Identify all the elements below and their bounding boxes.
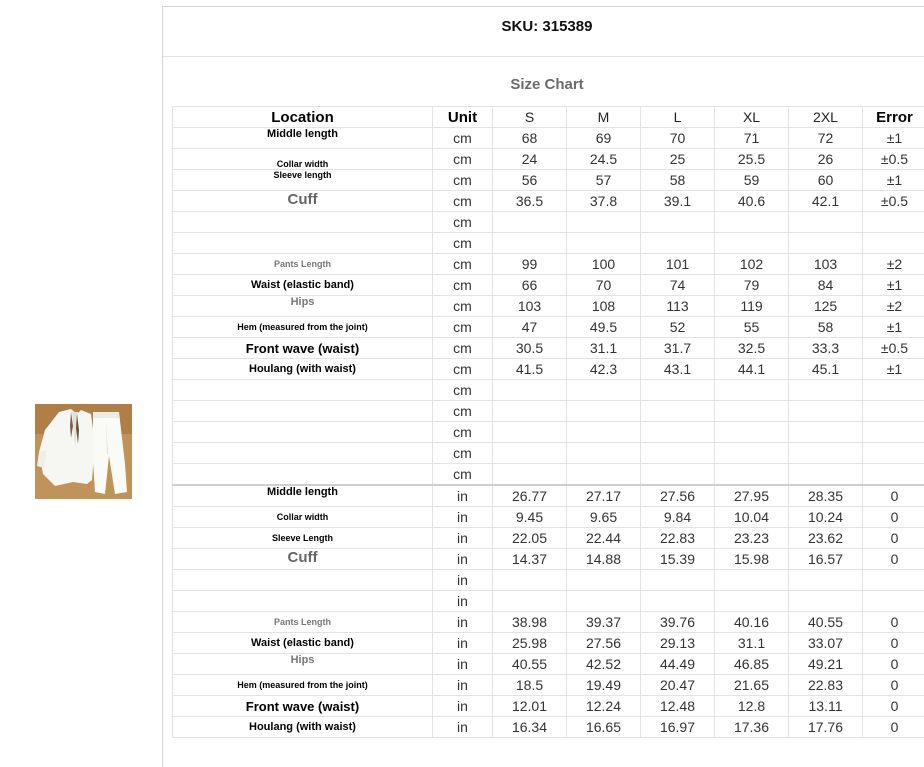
size-xl-cell: 10.04 <box>715 507 789 528</box>
size-2xl-cell: 33.07 <box>789 633 863 654</box>
size-xl-cell <box>715 212 789 233</box>
size-2xl-cell <box>789 212 863 233</box>
size-xl-cell: 15.98 <box>715 549 789 570</box>
error-cell: 0 <box>863 612 924 633</box>
size-l-cell: 25 <box>641 149 715 170</box>
size-s-cell: 14.37 <box>493 549 567 570</box>
table-row <box>173 296 924 317</box>
error-cell <box>863 570 924 591</box>
size-2xl-cell: 58 <box>789 317 863 338</box>
location-cell: Waist (elastic band) <box>173 275 433 296</box>
error-cell: ±1 <box>863 317 924 338</box>
size-s-cell: 40.55 <box>493 654 567 675</box>
size-l-cell: 31.7 <box>641 338 715 359</box>
size-s-cell: 9.45 <box>493 507 567 528</box>
size-s-cell: 38.98 <box>493 612 567 633</box>
location-cell: Sleeve length <box>173 170 433 191</box>
size-l-cell <box>641 570 715 591</box>
table-row <box>173 359 924 380</box>
table-row <box>173 675 924 696</box>
size-l-cell: 9.84 <box>641 507 715 528</box>
size-s-cell <box>493 464 567 486</box>
size-s-cell <box>493 212 567 233</box>
unit-cell: in <box>433 570 493 591</box>
size-m-cell: 12.24 <box>567 696 641 717</box>
header-size-xl: XL <box>715 107 789 128</box>
unit-cell: cm <box>433 359 493 380</box>
header-size-l: L <box>641 107 715 128</box>
size-m-cell <box>567 591 641 612</box>
location-cell: Front wave (waist) <box>173 338 433 359</box>
size-s-cell: 16.34 <box>493 717 567 738</box>
location-cell: Collar width <box>173 507 433 528</box>
size-2xl-cell: 16.57 <box>789 549 863 570</box>
size-xl-cell <box>715 570 789 591</box>
size-xl-cell <box>715 380 789 401</box>
table-row <box>173 549 924 570</box>
unit-cell: cm <box>433 212 493 233</box>
size-2xl-cell: 49.21 <box>789 654 863 675</box>
size-xl-cell: 21.65 <box>715 675 789 696</box>
size-s-cell: 36.5 <box>493 191 567 212</box>
table-row <box>173 717 924 738</box>
size-s-cell: 47 <box>493 317 567 338</box>
size-m-cell <box>567 464 641 486</box>
size-l-cell <box>641 422 715 443</box>
size-xl-cell: 46.85 <box>715 654 789 675</box>
error-cell: 0 <box>863 549 924 570</box>
unit-cell: cm <box>433 191 493 212</box>
table-row <box>173 317 924 338</box>
unit-cell: cm <box>433 275 493 296</box>
size-xl-cell: 17.36 <box>715 717 789 738</box>
unit-cell: cm <box>433 170 493 191</box>
location-cell: Houlang (with waist) <box>173 717 433 738</box>
size-s-cell: 26.77 <box>493 485 567 507</box>
header-size-2xl: 2XL <box>789 107 863 128</box>
location-cell: Middle length <box>173 485 433 507</box>
size-2xl-cell: 45.1 <box>789 359 863 380</box>
location-cell <box>173 380 433 401</box>
size-s-cell: 30.5 <box>493 338 567 359</box>
unit-cell: in <box>433 675 493 696</box>
unit-cell: in <box>433 717 493 738</box>
error-cell <box>863 591 924 612</box>
table-row <box>173 485 924 507</box>
size-2xl-cell <box>789 591 863 612</box>
error-cell: 0 <box>863 528 924 549</box>
size-xl-cell <box>715 464 789 486</box>
size-l-cell: 101 <box>641 254 715 275</box>
size-2xl-cell: 72 <box>789 128 863 149</box>
size-2xl-cell: 33.3 <box>789 338 863 359</box>
location-cell: Pants Length <box>173 612 433 633</box>
size-l-cell: 16.97 <box>641 717 715 738</box>
size-2xl-cell: 125 <box>789 296 863 317</box>
size-xl-cell: 23.23 <box>715 528 789 549</box>
location-cell: Front wave (waist) <box>173 696 433 717</box>
size-chart-table <box>172 106 924 738</box>
size-m-cell <box>567 570 641 591</box>
size-m-cell <box>567 401 641 422</box>
size-l-cell: 39.76 <box>641 612 715 633</box>
error-cell: ±0.5 <box>863 338 924 359</box>
unit-cell: in <box>433 485 493 507</box>
unit-cell: cm <box>433 338 493 359</box>
header-unit: Unit <box>433 107 493 128</box>
unit-cell: cm <box>433 128 493 149</box>
location-cell: Cuff <box>173 549 433 570</box>
size-2xl-cell <box>789 380 863 401</box>
size-s-cell <box>493 233 567 254</box>
table-row <box>173 422 924 443</box>
size-2xl-cell <box>789 422 863 443</box>
table-header-row <box>173 107 924 128</box>
table-row <box>173 149 924 170</box>
size-s-cell <box>493 443 567 464</box>
size-s-cell: 12.01 <box>493 696 567 717</box>
unit-cell: cm <box>433 464 493 486</box>
table-row <box>173 275 924 296</box>
table-row <box>173 191 924 212</box>
size-l-cell: 27.56 <box>641 485 715 507</box>
size-xl-cell: 40.16 <box>715 612 789 633</box>
table-row <box>173 338 924 359</box>
size-l-cell: 12.48 <box>641 696 715 717</box>
size-l-cell: 43.1 <box>641 359 715 380</box>
error-cell <box>863 380 924 401</box>
error-cell: 0 <box>863 717 924 738</box>
size-m-cell: 14.88 <box>567 549 641 570</box>
header-location: Location <box>173 107 433 128</box>
size-2xl-cell <box>789 570 863 591</box>
table-row <box>173 507 924 528</box>
size-2xl-cell: 23.62 <box>789 528 863 549</box>
size-l-cell: 74 <box>641 275 715 296</box>
location-cell: Hips <box>173 654 433 675</box>
table-row <box>173 633 924 654</box>
error-cell <box>863 443 924 464</box>
size-l-cell: 58 <box>641 170 715 191</box>
product-thumbnail[interactable] <box>35 404 132 499</box>
unit-cell: cm <box>433 254 493 275</box>
unit-cell: in <box>433 549 493 570</box>
location-cell <box>173 401 433 422</box>
unit-cell: cm <box>433 422 493 443</box>
unit-cell: in <box>433 591 493 612</box>
size-s-cell <box>493 422 567 443</box>
location-cell <box>173 422 433 443</box>
size-s-cell: 25.98 <box>493 633 567 654</box>
error-cell: ±0.5 <box>863 191 924 212</box>
size-l-cell: 29.13 <box>641 633 715 654</box>
unit-cell: in <box>433 654 493 675</box>
unit-cell: cm <box>433 443 493 464</box>
size-xl-cell <box>715 233 789 254</box>
size-s-cell: 22.05 <box>493 528 567 549</box>
unit-cell: cm <box>433 233 493 254</box>
error-cell: 0 <box>863 485 924 507</box>
location-cell <box>173 591 433 612</box>
size-l-cell: 70 <box>641 128 715 149</box>
error-cell: 0 <box>863 675 924 696</box>
size-2xl-cell: 60 <box>789 170 863 191</box>
location-cell <box>173 233 433 254</box>
table-row <box>173 170 924 191</box>
location-cell: Houlang (with waist) <box>173 359 433 380</box>
error-cell: ±2 <box>863 296 924 317</box>
size-xl-cell <box>715 591 789 612</box>
size-s-cell <box>493 380 567 401</box>
error-cell: ±1 <box>863 275 924 296</box>
size-2xl-cell: 42.1 <box>789 191 863 212</box>
size-xl-cell: 44.1 <box>715 359 789 380</box>
table-row <box>173 254 924 275</box>
size-s-cell: 99 <box>493 254 567 275</box>
size-2xl-cell: 26 <box>789 149 863 170</box>
size-l-cell <box>641 380 715 401</box>
unit-cell: cm <box>433 317 493 338</box>
location-cell: Hem (measured from the joint) <box>173 317 433 338</box>
size-s-cell: 66 <box>493 275 567 296</box>
size-m-cell: 57 <box>567 170 641 191</box>
size-l-cell <box>641 464 715 486</box>
error-cell <box>863 422 924 443</box>
location-cell: Hem (measured from the joint) <box>173 675 433 696</box>
sku-label: SKU: 315389 <box>163 18 924 35</box>
size-xl-cell: 71 <box>715 128 789 149</box>
size-xl-cell: 119 <box>715 296 789 317</box>
header-size-s: S <box>493 107 567 128</box>
size-chart-title: Size Chart <box>163 76 924 93</box>
location-cell <box>173 212 433 233</box>
unit-cell: in <box>433 528 493 549</box>
error-cell: ±1 <box>863 359 924 380</box>
table-row <box>173 696 924 717</box>
location-cell <box>173 443 433 464</box>
location-cell <box>173 464 433 486</box>
unit-cell: cm <box>433 296 493 317</box>
size-xl-cell: 12.8 <box>715 696 789 717</box>
size-m-cell: 16.65 <box>567 717 641 738</box>
unit-cell: in <box>433 633 493 654</box>
size-l-cell <box>641 401 715 422</box>
size-s-cell <box>493 570 567 591</box>
table-row <box>173 380 924 401</box>
size-m-cell <box>567 233 641 254</box>
size-xl-cell: 27.95 <box>715 485 789 507</box>
size-2xl-cell <box>789 233 863 254</box>
size-m-cell: 37.8 <box>567 191 641 212</box>
location-cell: Collar width <box>173 149 433 170</box>
size-s-cell: 56 <box>493 170 567 191</box>
size-xl-cell: 31.1 <box>715 633 789 654</box>
unit-cell: in <box>433 696 493 717</box>
table-row <box>173 570 924 591</box>
size-xl-cell: 40.6 <box>715 191 789 212</box>
size-m-cell: 22.44 <box>567 528 641 549</box>
table-row <box>173 443 924 464</box>
unit-cell: in <box>433 507 493 528</box>
error-cell: 0 <box>863 507 924 528</box>
size-l-cell <box>641 212 715 233</box>
size-l-cell <box>641 443 715 464</box>
size-xl-cell: 102 <box>715 254 789 275</box>
table-body <box>173 128 924 738</box>
size-m-cell: 39.37 <box>567 612 641 633</box>
size-m-cell: 70 <box>567 275 641 296</box>
location-cell <box>173 570 433 591</box>
size-s-cell: 68 <box>493 128 567 149</box>
location-cell: Sleeve Length <box>173 528 433 549</box>
size-2xl-cell: 84 <box>789 275 863 296</box>
sku-header <box>163 7 924 57</box>
table-row <box>173 212 924 233</box>
unit-cell: cm <box>433 401 493 422</box>
size-m-cell: 24.5 <box>567 149 641 170</box>
size-m-cell <box>567 422 641 443</box>
size-xl-cell <box>715 443 789 464</box>
error-cell: ±1 <box>863 128 924 149</box>
location-cell: Middle length <box>173 128 433 149</box>
error-cell <box>863 212 924 233</box>
size-l-cell <box>641 233 715 254</box>
size-xl-cell <box>715 422 789 443</box>
size-s-cell <box>493 401 567 422</box>
size-2xl-cell: 103 <box>789 254 863 275</box>
size-m-cell: 42.52 <box>567 654 641 675</box>
size-s-cell <box>493 591 567 612</box>
unit-cell: cm <box>433 149 493 170</box>
size-l-cell: 52 <box>641 317 715 338</box>
error-cell: 0 <box>863 654 924 675</box>
error-cell: ±1 <box>863 170 924 191</box>
size-2xl-cell: 17.76 <box>789 717 863 738</box>
header-error: Error <box>863 107 924 128</box>
error-cell <box>863 233 924 254</box>
size-l-cell: 113 <box>641 296 715 317</box>
size-m-cell <box>567 443 641 464</box>
location-cell: Hips <box>173 296 433 317</box>
size-xl-cell: 59 <box>715 170 789 191</box>
size-xl-cell: 79 <box>715 275 789 296</box>
size-xl-cell <box>715 401 789 422</box>
size-s-cell: 103 <box>493 296 567 317</box>
size-2xl-cell: 13.11 <box>789 696 863 717</box>
size-2xl-cell <box>789 401 863 422</box>
table-row <box>173 401 924 422</box>
size-s-cell: 18.5 <box>493 675 567 696</box>
table-row <box>173 233 924 254</box>
size-m-cell: 9.65 <box>567 507 641 528</box>
error-cell: 0 <box>863 633 924 654</box>
size-l-cell: 22.83 <box>641 528 715 549</box>
size-2xl-cell: 10.24 <box>789 507 863 528</box>
size-m-cell: 19.49 <box>567 675 641 696</box>
table-row <box>173 591 924 612</box>
table-row <box>173 612 924 633</box>
size-l-cell: 20.47 <box>641 675 715 696</box>
error-cell <box>863 464 924 486</box>
table-row <box>173 654 924 675</box>
size-2xl-cell: 40.55 <box>789 612 863 633</box>
size-xl-cell: 25.5 <box>715 149 789 170</box>
error-cell: ±2 <box>863 254 924 275</box>
size-2xl-cell <box>789 464 863 486</box>
size-2xl-cell: 22.83 <box>789 675 863 696</box>
size-2xl-cell: 28.35 <box>789 485 863 507</box>
size-m-cell <box>567 212 641 233</box>
location-cell: Pants Length <box>173 254 433 275</box>
size-xl-cell: 32.5 <box>715 338 789 359</box>
size-l-cell <box>641 591 715 612</box>
size-m-cell: 108 <box>567 296 641 317</box>
size-l-cell: 44.49 <box>641 654 715 675</box>
size-l-cell: 39.1 <box>641 191 715 212</box>
size-m-cell: 31.1 <box>567 338 641 359</box>
size-s-cell: 41.5 <box>493 359 567 380</box>
size-m-cell: 27.56 <box>567 633 641 654</box>
error-cell: 0 <box>863 696 924 717</box>
table-row <box>173 128 924 149</box>
unit-cell: cm <box>433 380 493 401</box>
size-2xl-cell <box>789 443 863 464</box>
size-m-cell: 49.5 <box>567 317 641 338</box>
error-cell <box>863 401 924 422</box>
error-cell: ±0.5 <box>863 149 924 170</box>
size-chart-panel <box>162 6 924 767</box>
location-cell: Waist (elastic band) <box>173 633 433 654</box>
table-row <box>173 464 924 486</box>
size-xl-cell: 55 <box>715 317 789 338</box>
header-size-m: M <box>567 107 641 128</box>
product-image <box>35 404 132 499</box>
size-m-cell: 42.3 <box>567 359 641 380</box>
size-m-cell: 100 <box>567 254 641 275</box>
size-m-cell: 69 <box>567 128 641 149</box>
size-m-cell: 27.17 <box>567 485 641 507</box>
location-cell: Cuff <box>173 191 433 212</box>
table-row <box>173 528 924 549</box>
unit-cell: in <box>433 612 493 633</box>
size-l-cell: 15.39 <box>641 549 715 570</box>
size-s-cell: 24 <box>493 149 567 170</box>
size-m-cell <box>567 380 641 401</box>
